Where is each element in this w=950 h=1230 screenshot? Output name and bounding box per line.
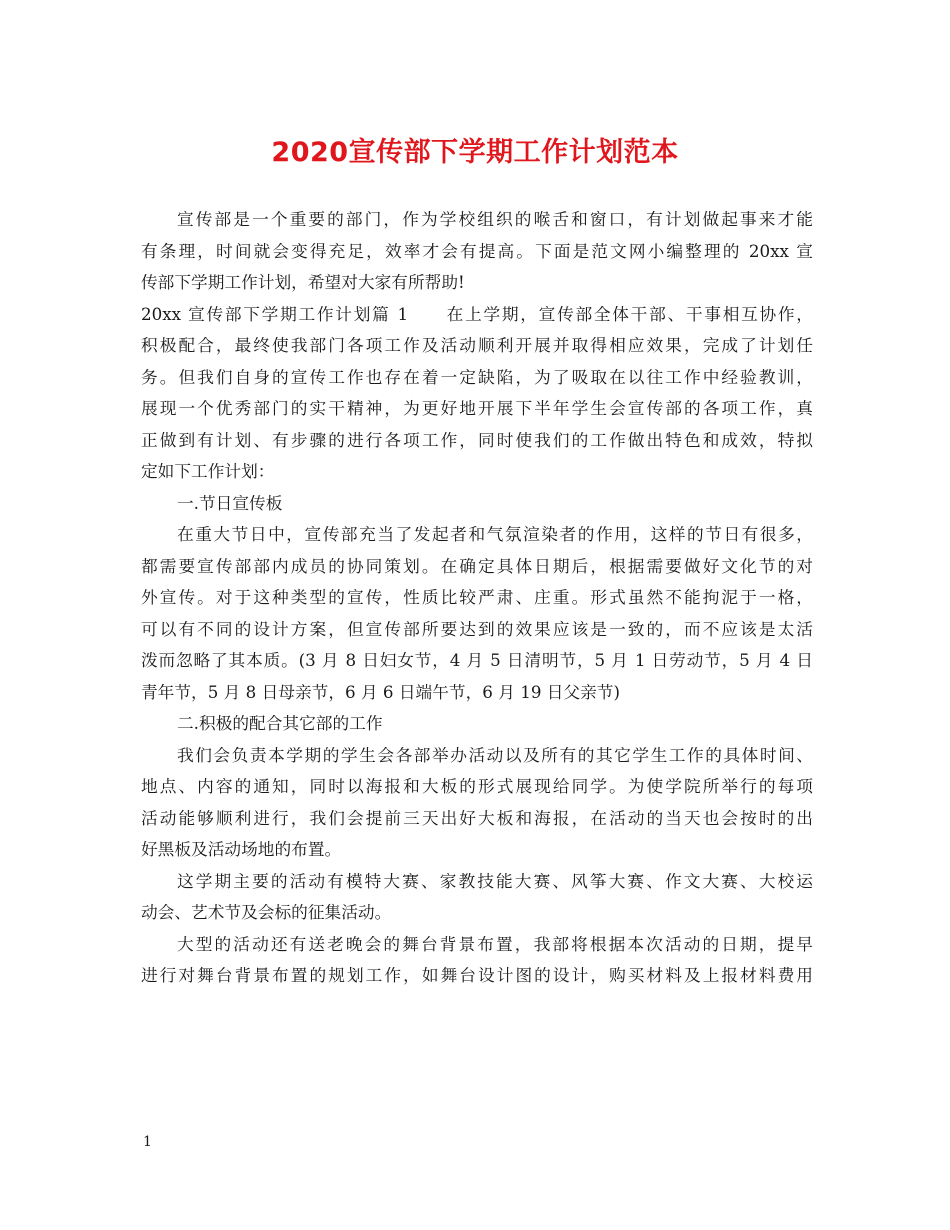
text-line: 青年节，5 月 8 日母亲节，6 月 6 日端午节，6 月 19 日父亲节) [141,681,621,702]
text-line: 大型的活动还有送老晚会的舞台背景布置，我部将根据本次活动的日期，提早 [177,933,813,954]
text-line: 我们会负责本学期的学生会各部举办活动以及所有的其它学生工作的具体时间、 [177,744,813,765]
text-line: 有条理，时间就会变得充足，效率才会有提高。下面是范文网小编整理的 20xx 宣 [141,240,813,261]
text-line: 正做到有计划、有步骤的进行各项工作，同时使我们的工作做出特色和成效，特拟 [141,429,813,450]
text-line: 传部下学期工作计划，希望对大家有所帮助! [141,272,465,292]
text-line: 展现一个优秀部门的实干精神，为更好地开展下半年学生会宣传部的各项工作，真 [141,398,813,418]
text-line: 在重大节日中，宣传部充当了发起者和气氛渲染者的作用，这样的节日有很多， [177,524,813,544]
text-line: 活动能够顺利进行，我们会提前三天出好大板和海报，在活动的当天也会按时的出 [141,807,813,828]
text-line: 务。但我们自身的宣传工作也存在着一定缺陷，为了吸取在以往工作中经验教训， [141,366,813,387]
text-line: 20xx 宣传部下学期工作计划篇 1 在上学期，宣传部全体干部、干事相互协作， [141,303,813,324]
text-line: 宣传部是一个重要的部门，作为学校组织的喉舌和窗口，有计划做起事来才能 [177,209,813,229]
text-line: 积极配合，最终使我部门各项工作及活动顺利开展并取得相应效果，完成了计划任 [141,335,813,355]
text-line: 好黑板及活动场地的布置。 [141,839,342,859]
text-line: 进行对舞台背景布置的规划工作，如舞台设计图的设计，购买材料及上报材料费用 [141,965,813,985]
text-line: 都需要宣传部部内成员的协同策划。在确定具体日期后，根据需要做好文化节的对 [141,555,813,576]
page-number: 1 [143,1134,152,1150]
text-line: 一.节日宣传板 [177,492,283,513]
document-body [141,204,813,992]
text-line: 外宣传。对于这种类型的宣传，性质比较严肃、庄重。形式虽然不能拘泥于一格， [141,587,813,607]
text-line: 二.积极的配合其它部的工作 [177,713,383,733]
text-line: 可以有不同的设计方案，但宣传部所要达到的效果应该是一致的，而不应该是太活 [141,618,813,639]
text-line: 这学期主要的活动有模特大赛、家教技能大赛、风筝大赛、作文大赛、大校运 [177,870,813,891]
text-line: 泼而忽略了其本质。(3 月 8 日妇女节，4 月 5 日清明节，5 月 1 日劳动节，5 月 4 日 [141,650,813,670]
text-line: 动会、艺术节及会标的征集活动。 [141,902,392,922]
text-line: 地点、内容的通知，同时以海报和大板的形式展现给同学。为使学院所举行的每项 [141,776,813,796]
text-line: 定如下工作计划： [141,461,275,481]
document-title: 2020宣传部下学期工作计划范本 [271,137,679,168]
